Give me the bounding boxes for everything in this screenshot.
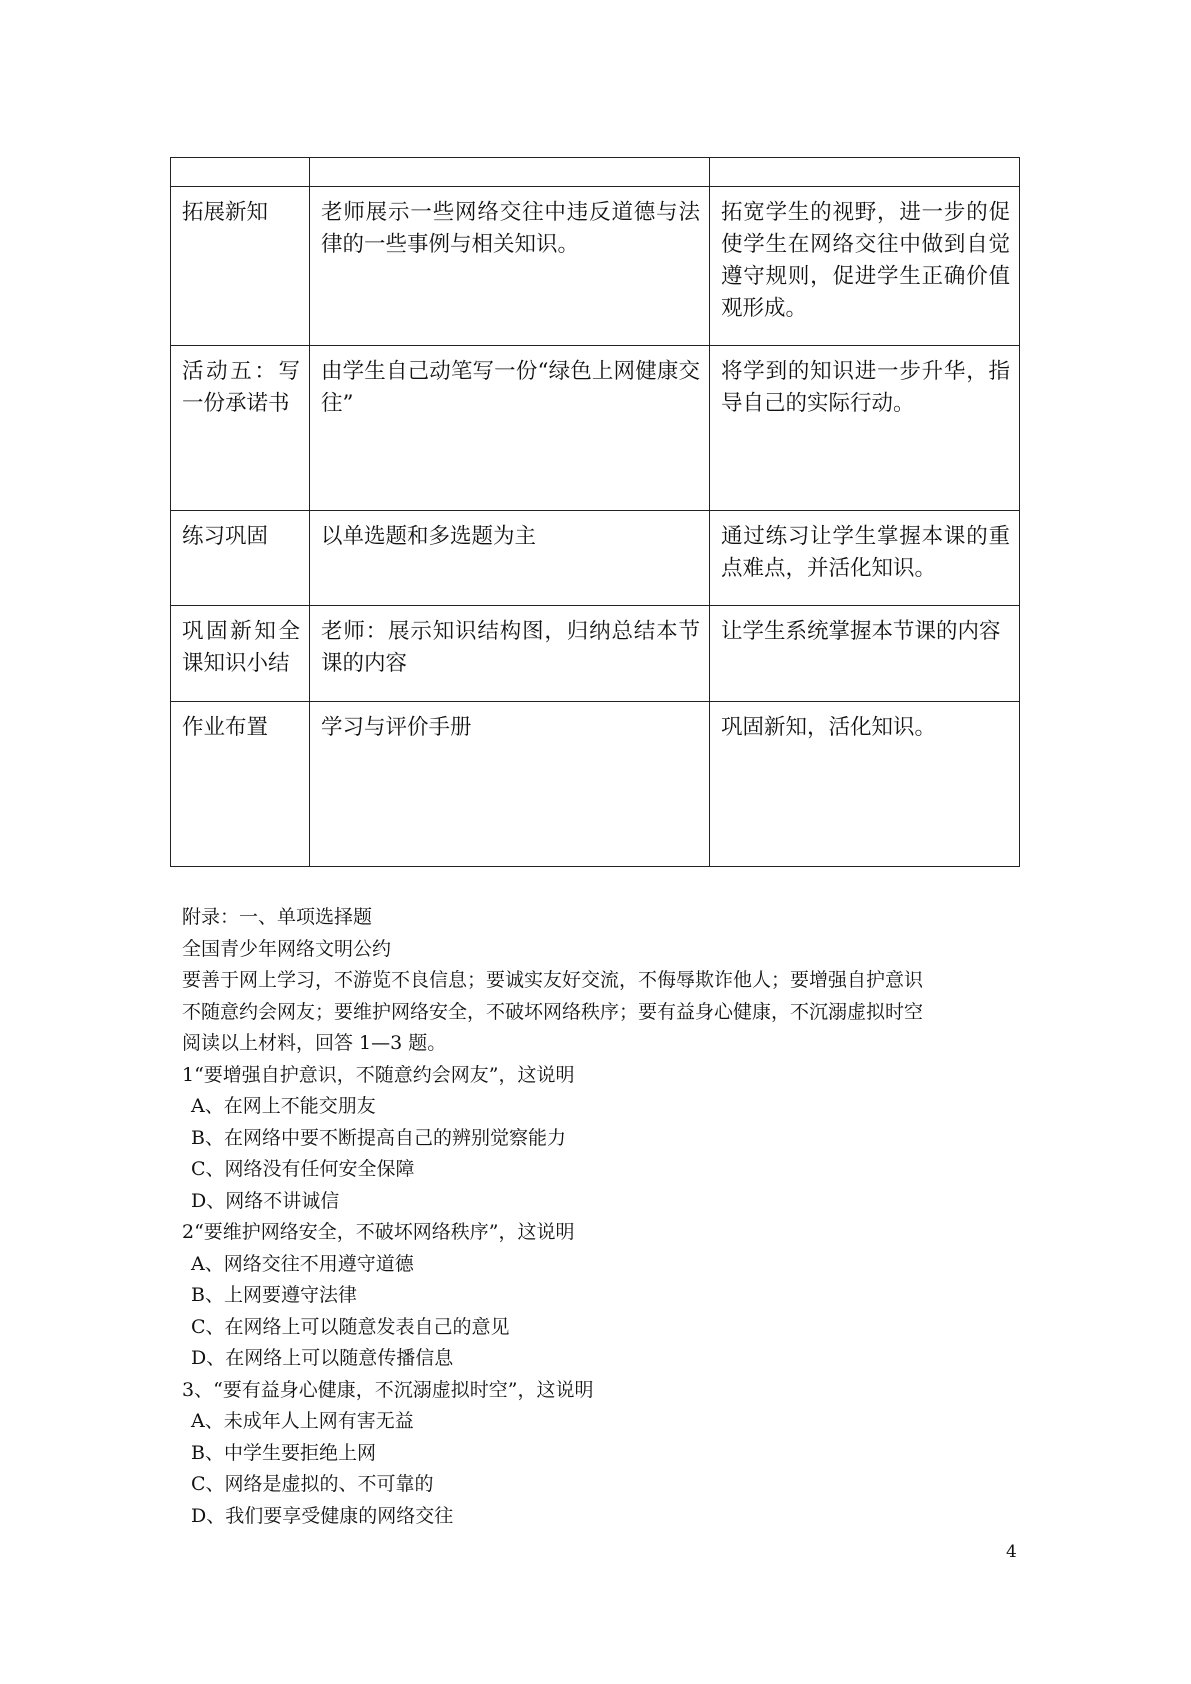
instruction-text: 阅读以上材料，回答 1—3 题。	[182, 1032, 447, 1054]
table-cell: 让学生系统掌握本节课的内容	[710, 606, 1020, 702]
table-row	[171, 346, 1020, 511]
question-stem: 1“要增强自护意识，不随意约会网友”，这说明	[182, 1063, 575, 1086]
page-number: 4	[1006, 1542, 1017, 1562]
answer-option: D、在网络上可以随意传播信息	[191, 1347, 454, 1369]
table-cell	[171, 158, 310, 187]
convention-title: 全国青少年网络文明公约	[182, 937, 392, 960]
table-cell	[310, 158, 710, 187]
convention-text-line: 要善于网上学习，不游览不良信息；要诚实友好交流，不侮辱欺诈他人；要增强自护意识	[182, 969, 924, 991]
answer-option: A、在网上不能交朋友	[191, 1095, 376, 1117]
answer-option: B、中学生要拒绝上网	[191, 1441, 376, 1464]
table-cell: 拓展新知	[171, 187, 310, 346]
table-cell: 巩固新知全课知识小结	[171, 606, 310, 702]
table-cell: 由学生自己动笔写一份“绿色上网健康交往”	[310, 346, 710, 511]
answer-option: C、在网络上可以随意发表自己的意见	[191, 1315, 510, 1338]
table-cell: 作业布置	[171, 702, 310, 867]
table-cell: 学习与评价手册	[310, 702, 710, 867]
question-stem: 3、“要有益身心健康，不沉溺虚拟时空”，这说明	[182, 1378, 594, 1401]
table-cell: 练习巩固	[171, 511, 310, 606]
table-row	[171, 511, 1020, 606]
table-cell: 将学到的知识进一步升华，指导自己的实际行动。	[710, 346, 1020, 511]
convention-text-line: 不随意约会网友；要维护网络安全，不破坏网络秩序；要有益身心健康，不沉溺虚拟时空	[182, 1000, 924, 1023]
answer-option: B、上网要遵守法律	[191, 1284, 357, 1306]
answer-option: A、未成年人上网有害无益	[191, 1410, 414, 1432]
table-cell: 通过练习让学生掌握本课的重点难点，并活化知识。	[710, 511, 1020, 606]
question-stem: 2“要维护网络安全，不破坏网络秩序”，这说明	[182, 1221, 575, 1243]
table-cell: 活动五：写一份承诺书	[171, 346, 310, 511]
table-cell: 老师展示一些网络交往中违反道德与法律的一些事例与相关知识。	[310, 187, 710, 346]
table-cell: 拓宽学生的视野，进一步的促使学生在网络交往中做到自觉遵守规则，促进学生正确价值观形成。	[710, 187, 1020, 346]
answer-option: D、网络不讲诚信	[191, 1189, 340, 1212]
table-cell: 以单选题和多选题为主	[310, 511, 710, 606]
table-cell	[710, 158, 1020, 187]
appendix-heading: 附录：一、单项选择题	[182, 906, 373, 928]
appendix-section	[182, 902, 1022, 1532]
answer-option: D、我们要享受健康的网络交往	[191, 1504, 454, 1527]
table-cell: 巩固新知，活化知识。	[710, 702, 1020, 867]
answer-option: B、在网络中要不断提高自己的辨别觉察能力	[191, 1126, 566, 1149]
table-row	[171, 606, 1020, 702]
table-row	[171, 187, 1020, 346]
table-row	[171, 158, 1020, 187]
answer-option: C、网络是虚拟的、不可靠的	[191, 1473, 434, 1495]
table-cell: 老师：展示知识结构图，归纳总结本节课的内容	[310, 606, 710, 702]
answer-option: A、网络交往不用遵守道德	[191, 1252, 414, 1275]
table-row	[171, 702, 1020, 867]
answer-option: C、网络没有任何安全保障	[191, 1158, 415, 1180]
lesson-plan-table	[170, 157, 1020, 867]
